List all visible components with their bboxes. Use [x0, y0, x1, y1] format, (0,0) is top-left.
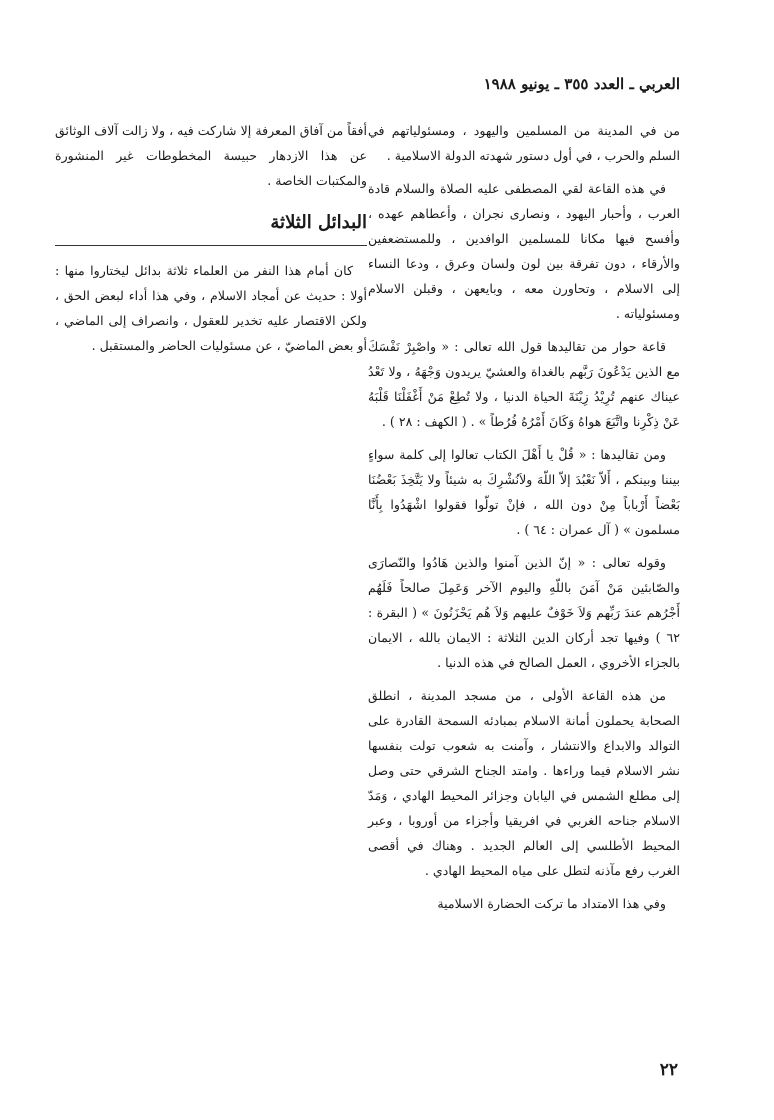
- section-title: البدائل الثلاثة: [55, 209, 367, 246]
- paragraph: في هذه القاعة لقي المصطفى عليه الصلاة والسلام قادة العرب ، وأحبار اليهود ، ونصارى نجران ، وأعطاهم عهده ، وأفسح فيها مكانا للمسلمين الوافدين ، وللمستضعفين والأرقاء ، دون تفرقة بين لون ولسان وعرق ، ودعا النساء إلى الاسلام ، وتحاورن معه ، وبايعهن ، وقبلن الاسلام ومسئولياته .: [368, 181, 680, 321]
- right-column: [368, 118, 680, 924]
- paragraph: قاعة حوار من تقاليدها قول الله تعالى : « واصْبِرْ نَفْسَكَ مع الذين يَدْعُونَ رَبَّهم بالغداة والعشيّ يريدون وَجْهَهُ ، ولا تَعْدُ عيناك عنهم تُرِيْدُ زِيْنَةَ الحياة الدنيا ، ولا تُطِعْ مَنْ أَغْفَلْنَا قَلْبَهُ عَنْ ذِكْرِنا واتَّبَعَ هواهُ وَكَانَ أَمْرُهُ فُرُطاً » . ( الكهف : ٢٨ ) .: [368, 339, 680, 429]
- paragraph: من هذه القاعة الأولى ، من مسجد المدينة ، انطلق الصحابة يحملون أمانة الاسلام بمبادئه السمحة القادرة على التوالد والابداع والانتشار ، وآمنت به شعوب تولت بنفسها نشر الاسلام فيما وراءها . وامتد الجناح الشرقي حتى وصل إلى مطلع الشمس في اليابان وجزائر المحيط الهادي ، وَمَدّ الاسلام جناحه الغربي في افريقيا وأجزاء من أوروبا ، وعبر المحيط الأطلسي إلى العالم الجديد . وهناك في أقصى الغرب رفع مآذنه لتطل على مياه المحيط الهادي .: [368, 688, 680, 878]
- running-header: العربي ـ العدد ٣٥٥ ـ يونيو ١٩٨٨: [483, 75, 680, 93]
- page-number: ٢٢: [659, 1060, 678, 1080]
- paragraph: أفقاً من آفاق المعرفة إلا شاركت فيه ، ولا زالت آلاف الوثائق عن هذا الازدهار حبيسة المخطوطات غير المنشورة والمكتبات الخاصة .: [55, 123, 367, 188]
- paragraph: ومن تقاليدها : « قُلْ يا أَهْلَ الكتاب تعالوا إلى كلمة سواءٍ بيننا وبينكم ، أَلاّ نَعْبُدَ إلاّ اللّهَ ولاَنُشْرِكَ به شيئاً ولا يَتَّخِذَ بَعْضُنَا بَعْضاً أَرْباباً مِنْ دون الله ، فإنْ تولّوا فقولوا اشْهَدُوا بِأَنَّا مسلمون » ( آل عمران : ٦٤ ) .: [368, 447, 680, 537]
- paragraph: وقوله تعالى : « إنّ الذين آمنوا والذين هَادُوا والنّصارَى والصّابئين مَنْ آمَنَ باللّهِ واليوم الآخر وَعَمِلَ صالحاً فَلَهُم أَجْرُهم عندَ رَبِّهم وَلاَ خَوْفٌ عليهم وَلاَ هُم يَحْزَنُونَ » ( البقرة : ٦٢ ) وفيها تجد أركان الدين الثلاثة : الايمان بالله ، الايمان بالجزاء الأخروي ، العمل الصالح في هذه الدنيا .: [368, 555, 680, 670]
- paragraph: وفي هذا الامتداد ما تركت الحضارة الاسلامية: [437, 896, 666, 911]
- left-column: [55, 118, 367, 366]
- paragraph: من في المدينة من المسلمين واليهود ، ومسئولياتهم في السلم والحرب ، في أول دستور شهدته الدولة الاسلامية .: [368, 123, 680, 163]
- paragraph: كان أمام هذا النفر من العلماء ثلاثة بدائل ليختاروا منها : أولا : حديث عن أمجاد الاسلام ، وفي هذا أداء لبعض الحق ، ولكن الاقتصار عليه تخدير للعقول ، وانصراف إلى الماضي ، أو بعض الماضيّ ، عن مسئوليات الحاضر والمستقبل .: [55, 263, 367, 353]
